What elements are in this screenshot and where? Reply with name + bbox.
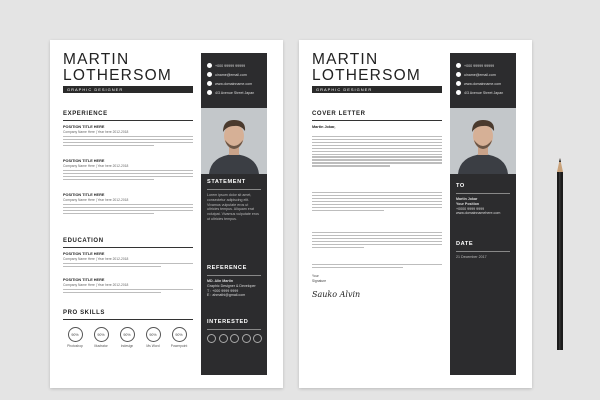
resume-side-panel [201,53,267,375]
contact-list [456,61,514,97]
recipient-name: Martin Jokar [456,197,478,201]
skill-ring: 90% [94,327,109,342]
skill-ring: 90% [68,327,83,342]
job-description [63,204,193,214]
to-rule [456,193,510,194]
experience-heading: EXPERIENCE [63,111,108,117]
date-value: 21 December 2017 [456,255,487,259]
education-school: Company Name Here | Year here 2012-2018 [63,257,129,261]
contact-text: uiname@email.com [215,72,247,77]
travel-icon [219,334,228,343]
recipient-phone: +0000 9999 9999 [456,206,485,211]
interested-heading: INTERESTED [207,319,249,325]
education-title: POSITION TITLE HERE [63,252,105,256]
contact-text: +000 99999 99999 [464,63,495,68]
skill-item [140,327,166,348]
book-icon [242,334,251,343]
skills-heading: PRO SKILLS [63,310,106,316]
experience-item [63,159,193,182]
letter-paragraph [312,230,442,250]
contact-text: www.domainname.com [215,81,253,86]
skill-label: Ms Word [146,344,160,348]
experience-item [63,193,193,216]
resume-page [50,40,283,388]
job-description [63,170,193,180]
skill-ring: 90% [172,327,187,342]
skill-label: Photoshop [67,344,83,348]
skill-ring: 90% [120,327,135,342]
contact-list [207,61,265,97]
statement-text: Lorem ipsum dolor sit amet, consectetur adipiscing elit. Vivamus vulputate eros ut ultricies tempus. Aliquam erat volutpat. Vivamus vulputate eros ut ultricies tempus. [207,193,259,221]
date-rule [456,251,510,252]
job-title: POSITION TITLE HERE [63,193,105,197]
profile-photo [450,108,516,174]
reference-phone: T : +000 9999 9999 [207,288,239,293]
recipient-position: Your Position [456,201,480,206]
reference-role: Graphic Designer & Developer [207,283,256,288]
location-icon [207,90,212,95]
job-description [63,136,193,146]
last-name: LOTHERSOM [63,67,172,84]
contact-item [207,88,265,97]
letter-paragraph [312,134,442,168]
web-icon [207,81,212,86]
letter-paragraph [312,262,442,270]
reference-heading: REFERENCE [207,265,247,271]
letter-paragraph [312,190,442,212]
phone-icon [456,63,461,68]
cover-letter-page [299,40,532,388]
interest-icons [207,334,265,343]
music-icon [207,334,216,343]
contact-item [207,79,265,88]
contact-item [207,70,265,79]
pencil [556,158,564,350]
cover-side-panel [450,53,516,375]
resume-name [63,52,172,84]
date-heading: DATE [456,241,474,247]
skills-rule [63,319,193,320]
signature-text: Sauko Alvin [312,290,361,299]
interested-rule [207,329,261,330]
recipient-web: www.domainnamehere.com [456,211,501,216]
game-icon [253,334,262,343]
statement-heading: STATEMENT [207,179,246,185]
skill-item [166,327,192,348]
role-bar: GRAPHIC DESIGNER [63,86,193,93]
closing: Your Signature [312,274,327,283]
education-item [63,252,193,269]
role-bar: GRAPHIC DESIGNER [312,86,442,93]
education-description [63,289,193,293]
education-rule [63,247,193,248]
web-icon [456,81,461,86]
profile-photo [201,108,267,174]
email-icon [456,72,461,77]
education-title: POSITION TITLE HERE [63,278,105,282]
job-company: Company Name Here | Year here 2012-2018 [63,130,129,134]
contact-text: uiname@email.com [464,72,496,77]
greeting: Martin Jokar, [312,125,336,129]
education-item [63,278,193,295]
job-title: POSITION TITLE HERE [63,125,105,129]
skill-ring: 90% [146,327,161,342]
skills-list [62,327,192,348]
reference-rule [207,275,261,276]
contact-text: 4/3 Avenue Street Japan [464,90,504,95]
job-company: Company Name Here | Year here 2012-2018 [63,164,129,168]
last-name: LOTHERSOM [312,67,421,84]
skill-item [114,327,140,348]
cover-name [312,52,421,84]
education-heading: EDUCATION [63,238,104,244]
camera-icon [230,334,239,343]
contact-item [456,79,514,88]
skill-label: Powerpoint [170,344,188,348]
recipient-block [456,197,510,216]
skill-label: Indesign [120,344,134,348]
job-company: Company Name Here | Year here 2012-2018 [63,198,129,202]
skill-label: Illustrator [94,344,108,348]
skill-item [62,327,88,348]
contact-text: +000 99999 99999 [215,63,246,68]
contact-text: www.domainname.com [464,81,502,86]
reference-email: E : ahmathi@gmail.com [207,293,246,298]
experience-item [63,125,193,148]
skill-item [88,327,114,348]
job-title: POSITION TITLE HERE [63,159,105,163]
phone-icon [207,63,212,68]
contact-item [456,61,514,70]
reference-block [207,279,261,298]
location-icon [456,90,461,95]
email-icon [207,72,212,77]
contact-item [207,61,265,70]
cover-letter-heading: COVER LETTER [312,111,366,117]
first-name: MARTIN [312,51,379,68]
education-school: Company Name Here | Year here 2012-2018 [63,283,129,287]
reference-name: MD. Alin Martin [207,279,234,283]
cover-letter-rule [312,120,442,121]
education-description [63,263,193,267]
signature [312,290,360,299]
contact-item [456,70,514,79]
contact-item [456,88,514,97]
first-name: MARTIN [63,51,130,68]
contact-text: 4/3 Avenue Street Japan [215,90,255,95]
statement-rule [207,189,261,190]
to-heading: TO [456,183,465,189]
experience-rule [63,120,193,121]
